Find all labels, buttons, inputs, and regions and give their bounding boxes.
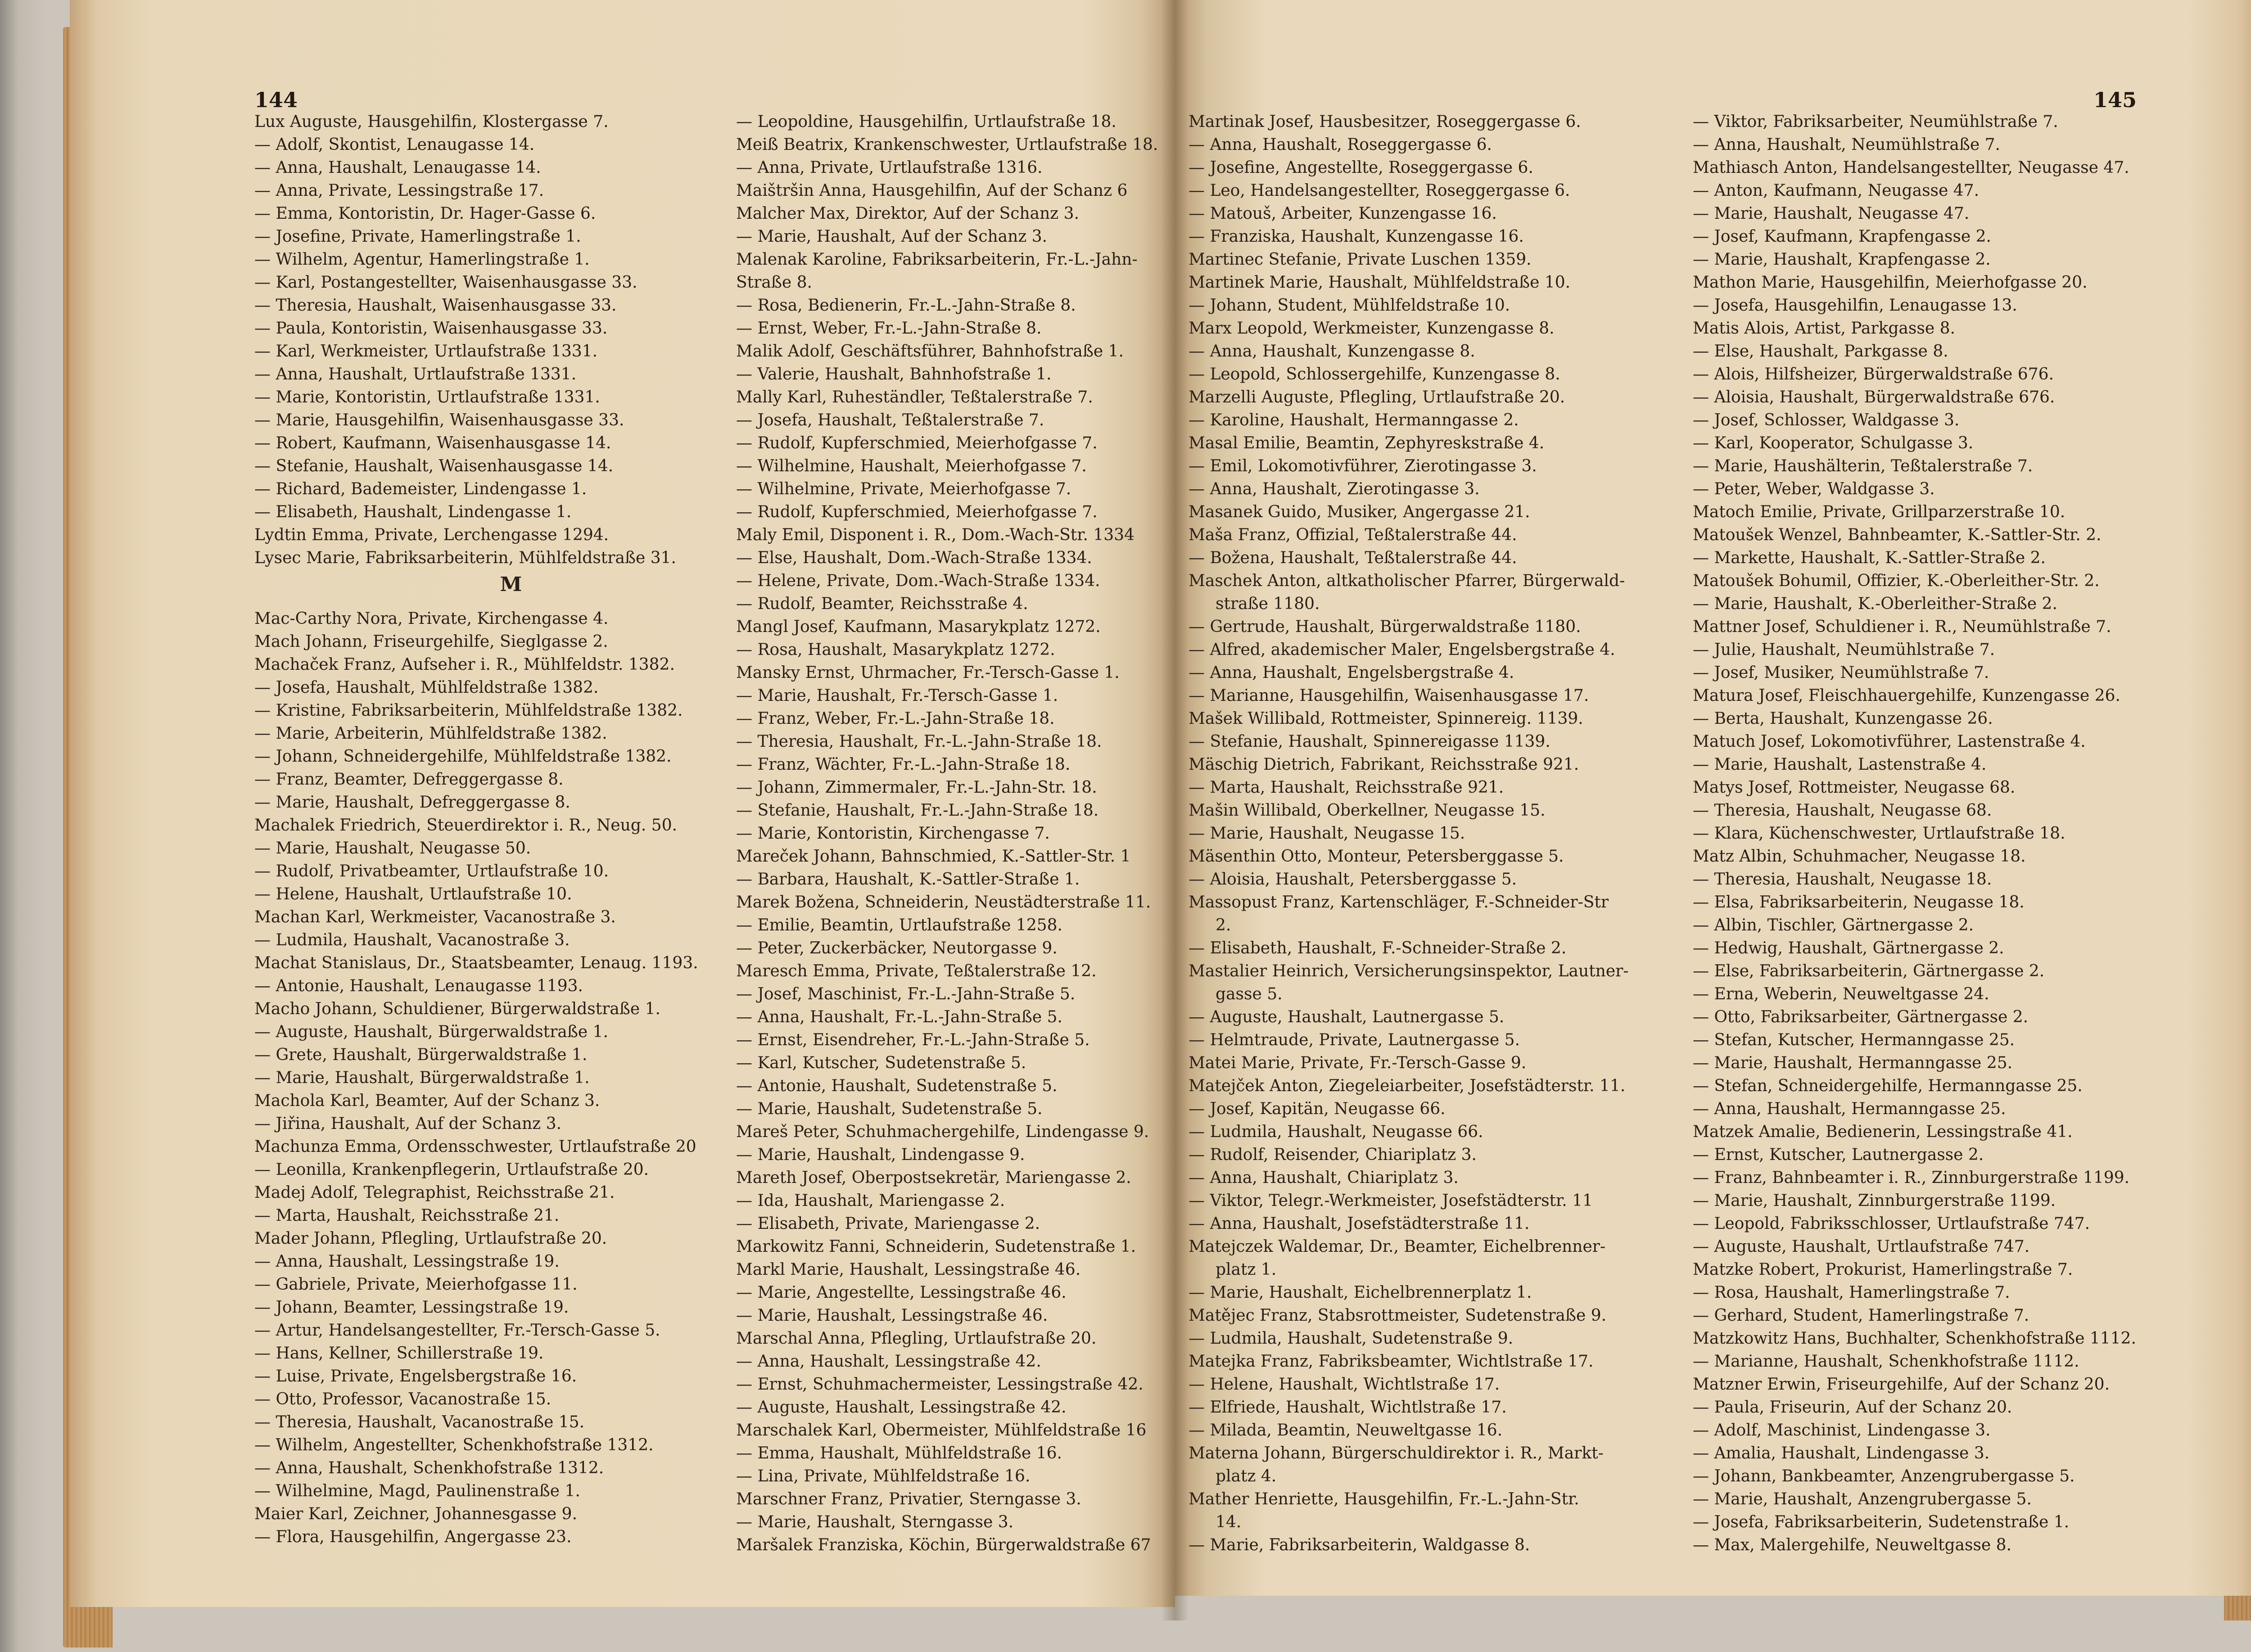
directory-entry: — Hedwig, Haushalt, Gärtnergasse 2. <box>1693 939 2004 957</box>
directory-entry: — Adolf, Maschinist, Lindengasse 3. <box>1693 1421 1991 1440</box>
directory-entry: 14. <box>1216 1513 1242 1531</box>
directory-entry: Machola Karl, Beamter, Auf der Schanz 3. <box>254 1092 600 1110</box>
directory-entry: — Aloisia, Haushalt, Bürgerwaldstraße 676. <box>1693 388 2055 406</box>
directory-entry: Maier Karl, Zeichner, Johannesgasse 9. <box>254 1505 578 1523</box>
directory-entry: — Rudolf, Privatbeamter, Urtlaufstraße 10. <box>254 862 609 880</box>
directory-entry: — Anna, Haushalt, Kunzengasse 8. <box>1189 342 1475 361</box>
directory-entry: Matz Albin, Schuhmacher, Neugasse 18. <box>1693 847 2026 866</box>
directory-entry: — Marie, Haushalt, Auf der Schanz 3. <box>736 227 1048 246</box>
directory-entry: — Hans, Kellner, Schillerstraße 19. <box>254 1344 544 1363</box>
directory-entry: Mather Henriette, Hausgehilfin, Fr.-L.-Jahn-Str. <box>1189 1490 1579 1508</box>
directory-entry: — Josefine, Private, Hamerlingstraße 1. <box>254 227 581 246</box>
directory-entry: — Otto, Fabriksarbeiter, Gärtnergasse 2. <box>1693 1008 2029 1026</box>
directory-entry: — Antonie, Haushalt, Lenaugasse 1193. <box>254 977 583 995</box>
directory-entry: Matura Josef, Fleischhauergehilfe, Kunzengasse 26. <box>1693 686 2120 705</box>
directory-entry: Marschner Franz, Privatier, Sterngasse 3. <box>736 1490 1081 1508</box>
directory-entry: — Marie, Haushalt, Anzengrubergasse 5. <box>1693 1490 2032 1508</box>
directory-entry: platz 1. <box>1216 1260 1277 1279</box>
directory-entry: — Julie, Haushalt, Neumühlstraße 7. <box>1693 641 1995 659</box>
directory-entry: — Karl, Kutscher, Sudetenstraße 5. <box>736 1054 1026 1072</box>
directory-entry: — Leo, Handelsangestellter, Roseggergasse 6. <box>1189 181 1570 200</box>
directory-entry: — Karl, Postangestellter, Waisenhausgasse 33. <box>254 273 637 292</box>
directory-entry: Matzek Amalie, Bedienerin, Lessingstraße 41. <box>1693 1123 2073 1141</box>
directory-entry: — Peter, Weber, Waldgasse 3. <box>1693 480 1935 498</box>
directory-entry: — Rudolf, Beamter, Reichsstraße 4. <box>736 595 1028 613</box>
directory-entry: — Wilhelmine, Magd, Paulinenstraße 1. <box>254 1482 580 1500</box>
directory-entry: Straße 8. <box>736 273 812 292</box>
directory-entry: Maištršin Anna, Hausgehilfin, Auf der Schanz 6 <box>736 181 1128 200</box>
directory-entry: — Paula, Friseurin, Auf der Schanz 20. <box>1693 1398 2012 1417</box>
directory-entry: Machunza Emma, Ordensschwester, Urtlaufstraße 20 <box>254 1137 696 1156</box>
directory-entry: Malenak Karoline, Fabriksarbeiterin, Fr.-L.-Jahn- <box>736 250 1138 269</box>
directory-entry: — Marie, Kontoristin, Kirchengasse 7. <box>736 824 1050 843</box>
directory-entry: Matoch Emilie, Private, Grillparzerstraße 10. <box>1693 503 2066 521</box>
directory-entry: — Helene, Haushalt, Wichtlstraße 17. <box>1189 1375 1500 1394</box>
directory-entry: — Theresia, Haushalt, Waisenhausgasse 33. <box>254 296 617 315</box>
directory-column-4 <box>1693 110 2233 1557</box>
directory-entry: Marschalek Karl, Obermeister, Mühlfeldstraße 16 <box>736 1421 1147 1440</box>
directory-entry: Mally Karl, Ruheständler, Teßtalerstraße 7. <box>736 388 1093 406</box>
directory-entry: Meiß Beatrix, Krankenschwester, Urtlaufstraße 18. <box>736 135 1158 154</box>
directory-entry: — Klara, Küchenschwester, Urtlaufstraße 18. <box>1693 824 2066 843</box>
directory-entry: — Marie, Arbeiterin, Mühlfeldstraße 1382. <box>254 724 607 743</box>
directory-entry: — Rudolf, Reisender, Chiariplatz 3. <box>1189 1146 1477 1164</box>
directory-entry: — Rosa, Haushalt, Masarykplatz 1272. <box>736 641 1055 659</box>
directory-entry: — Ida, Haushalt, Mariengasse 2. <box>736 1192 1005 1210</box>
directory-entry: — Anna, Haushalt, Roseggergasse 6. <box>1189 135 1492 154</box>
directory-column-1 <box>254 110 768 1548</box>
directory-entry: Masanek Guido, Musiker, Angergasse 21. <box>1189 503 1530 521</box>
directory-entry: Malcher Max, Direktor, Auf der Schanz 3. <box>736 204 1080 223</box>
directory-entry: gasse 5. <box>1216 985 1283 1003</box>
directory-entry: — Anna, Haushalt, Engelsbergstraße 4. <box>1189 664 1514 682</box>
directory-entry: — Josefa, Fabriksarbeiterin, Sudetenstraße 1. <box>1693 1513 2070 1531</box>
directory-entry: Matějec Franz, Stabsrottmeister, Sudetenstraße 9. <box>1189 1306 1607 1325</box>
directory-entry: Matzkowitz Hans, Buchhalter, Schenkhofstraße 1112. <box>1693 1329 2136 1348</box>
directory-entry: — Johann, Schneidergehilfe, Mühlfeldstraße 1382. <box>254 747 672 766</box>
directory-entry: — Karoline, Haushalt, Hermanngasse 2. <box>1189 411 1519 429</box>
directory-entry: — Alois, Hilfsheizer, Bürgerwaldstraße 676. <box>1693 365 2054 384</box>
directory-entry: Mader Johann, Pflegling, Urtlaufstraße 20. <box>254 1229 607 1248</box>
directory-entry: — Josefa, Hausgehilfin, Lenaugasse 13. <box>1693 296 2017 315</box>
directory-entry: Malik Adolf, Geschäftsführer, Bahnhofstraße 1. <box>736 342 1124 361</box>
directory-entry: — Josefine, Angestellte, Roseggergasse 6. <box>1189 158 1533 177</box>
directory-entry: Machan Karl, Werkmeister, Vacanostraße 3. <box>254 908 616 926</box>
directory-entry: — Marie, Haushalt, Zinnburgerstraße 1199. <box>1693 1192 2056 1210</box>
directory-entry: Marschal Anna, Pflegling, Urtlaufstraße 20. <box>736 1329 1097 1348</box>
directory-entry: Mareš Peter, Schuhmachergehilfe, Lindengasse 9. <box>736 1123 1149 1141</box>
directory-entry: — Anna, Haushalt, Lessingstraße 19. <box>254 1252 560 1271</box>
directory-entry: — Emma, Kontoristin, Dr. Hager-Gasse 6. <box>254 204 596 223</box>
directory-entry: — Elisabeth, Haushalt, F.-Schneider-Straße 2. <box>1189 939 1567 957</box>
directory-entry: — Elsa, Fabriksarbeiterin, Neugasse 18. <box>1693 893 2025 912</box>
directory-entry: — Rudolf, Kupferschmied, Meierhofgasse 7. <box>736 434 1098 452</box>
directory-entry: — Flora, Hausgehilfin, Angergasse 23. <box>254 1528 572 1546</box>
directory-entry: — Ludmila, Haushalt, Sudetenstraße 9. <box>1189 1329 1514 1348</box>
directory-entry: — Marie, Haushalt, Lessingstraße 46. <box>736 1306 1048 1325</box>
directory-entry: Mareček Johann, Bahnschmied, K.-Sattler-Str. 1 <box>736 847 1131 866</box>
directory-entry: Mareth Josef, Oberpostsekretär, Mariengasse 2. <box>736 1169 1131 1187</box>
directory-entry: Madej Adolf, Telegraphist, Reichsstraße 21. <box>254 1183 615 1202</box>
directory-entry: — Karl, Kooperator, Schulgasse 3. <box>1693 434 1974 452</box>
directory-entry: — Elfriede, Haushalt, Wichtlstraße 17. <box>1189 1398 1507 1417</box>
book-gutter <box>1162 0 1189 1620</box>
directory-entry: Maršalek Franziska, Köchin, Bürgerwaldstraße 67 <box>736 1536 1151 1554</box>
directory-entry: — Marie, Haushalt, Neugasse 50. <box>254 839 531 858</box>
directory-entry: — Anna, Haushalt, Neumühlstraße 7. <box>1693 135 2000 154</box>
directory-entry: Machat Stanislaus, Dr., Staatsbeamter, Lenaug. 1193. <box>254 954 698 972</box>
directory-entry: — Leopold, Schlossergehilfe, Kunzengasse 8. <box>1189 365 1560 384</box>
directory-entry: — Anna, Haushalt, Hermanngasse 25. <box>1693 1100 2006 1118</box>
directory-entry: Matzner Erwin, Friseurgehilfe, Auf der Schanz 20. <box>1693 1375 2110 1394</box>
directory-entry: Mäsenthin Otto, Monteur, Petersberggasse 5. <box>1189 847 1564 866</box>
directory-entry: Matoušek Wenzel, Bahnbeamter, K.-Sattler-Str. 2. <box>1693 526 2102 544</box>
directory-entry: — Božena, Haushalt, Teßtalerstraße 44. <box>1189 549 1517 567</box>
directory-entry: Materna Johann, Bürgerschuldirektor i. R., Markt- <box>1189 1444 1604 1462</box>
directory-entry: Matuch Josef, Lokomotivführer, Lastenstraße 4. <box>1693 732 2086 751</box>
directory-entry: — Johann, Student, Mühlfeldstraße 10. <box>1189 296 1510 315</box>
directory-entry: Mac-Carthy Nora, Private, Kirchengasse 4. <box>254 609 609 628</box>
directory-entry: — Theresia, Haushalt, Vacanostraße 15. <box>254 1413 585 1431</box>
directory-entry: — Marie, Haushalt, Neugasse 15. <box>1189 824 1465 843</box>
directory-entry: Matys Josef, Rottmeister, Neugasse 68. <box>1693 778 2016 797</box>
directory-entry: — Marie, Angestellte, Lessingstraße 46. <box>736 1283 1067 1302</box>
directory-entry: — Theresia, Haushalt, Neugasse 68. <box>1693 801 1992 820</box>
directory-entry: — Anna, Private, Lessingstraße 17. <box>254 181 544 200</box>
directory-entry: — Anna, Haushalt, Urtlaufstraße 1331. <box>254 365 577 384</box>
directory-entry: Lux Auguste, Hausgehilfin, Klostergasse 7. <box>254 113 609 131</box>
directory-entry: — Josef, Kapitän, Neugasse 66. <box>1189 1100 1446 1118</box>
directory-entry: — Emma, Haushalt, Mühlfeldstraße 16. <box>736 1444 1062 1462</box>
directory-entry: — Helene, Private, Dom.-Wach-Straße 1334. <box>736 572 1100 590</box>
directory-entry: — Auguste, Haushalt, Bürgerwaldstraße 1. <box>254 1023 609 1041</box>
directory-entry: — Adolf, Skontist, Lenaugasse 14. <box>254 135 535 154</box>
directory-entry: — Marta, Haushalt, Reichsstraße 21. <box>254 1206 560 1225</box>
directory-entry: — Stefanie, Haushalt, Spinnereigasse 1139. <box>1189 732 1550 751</box>
directory-entry: — Marie, Haushalt, Defreggergasse 8. <box>254 793 570 812</box>
directory-entry: — Johann, Beamter, Lessingstraße 19. <box>254 1298 569 1317</box>
directory-entry: Maly Emil, Disponent i. R., Dom.-Wach-Str. 1334 <box>736 526 1135 544</box>
directory-entry: — Auguste, Haushalt, Urtlaufstraße 747. <box>1693 1237 2030 1256</box>
directory-entry: — Marie, Haushalt, Sterngasse 3. <box>736 1513 1014 1531</box>
page-number-left: 144 <box>254 88 298 112</box>
directory-entry: — Franz, Wächter, Fr.-L.-Jahn-Straße 18. <box>736 755 1071 774</box>
directory-entry: — Ludmila, Haushalt, Neugasse 66. <box>1189 1123 1483 1141</box>
directory-entry: Markl Marie, Haushalt, Lessingstraße 46. <box>736 1260 1081 1279</box>
directory-entry: — Peter, Zuckerbäcker, Neutorgasse 9. <box>736 939 1058 957</box>
directory-entry: straße 1180. <box>1216 595 1320 613</box>
directory-entry: — Marie, Haushalt, Lastenstraße 4. <box>1693 755 1987 774</box>
directory-entry: — Theresia, Haushalt, Fr.-L.-Jahn-Straße 18. <box>736 732 1102 751</box>
directory-entry: — Helene, Haushalt, Urtlaufstraße 10. <box>254 885 572 903</box>
directory-entry: Maschek Anton, altkatholischer Pfarrer, Bürgerwald- <box>1189 572 1625 590</box>
directory-entry: Mach Johann, Friseurgehilfe, Sieglgasse 2. <box>254 632 608 651</box>
directory-entry: Mathon Marie, Hausgehilfin, Meierhofgasse 20. <box>1693 273 2088 292</box>
directory-entry: Mansky Ernst, Uhrmacher, Fr.-Tersch-Gasse 1. <box>736 664 1120 682</box>
directory-entry: — Marie, Haushalt, Bürgerwaldstraße 1. <box>254 1069 590 1087</box>
directory-entry: — Karl, Werkmeister, Urtlaufstraße 1331. <box>254 342 598 361</box>
directory-entry: — Else, Haushalt, Dom.-Wach-Straße 1334. <box>736 549 1092 567</box>
page-number-right: 145 <box>2093 88 2137 112</box>
directory-entry: — Else, Fabriksarbeiterin, Gärtnergasse 2. <box>1693 962 2045 980</box>
directory-entry: — Barbara, Haushalt, K.-Sattler-Straße 1. <box>736 870 1080 889</box>
directory-entry: — Lina, Private, Mühlfeldstraße 16. <box>736 1467 1031 1485</box>
directory-entry: — Amalia, Haushalt, Lindengasse 3. <box>1693 1444 1990 1462</box>
directory-entry: — Marie, Haushalt, Hermanngasse 25. <box>1693 1054 2013 1072</box>
directory-entry: Marzelli Auguste, Pflegling, Urtlaufstraße 20. <box>1189 388 1565 406</box>
directory-entry: — Viktor, Fabriksarbeiter, Neumühlstraße 7. <box>1693 113 2058 131</box>
directory-entry: Martinak Josef, Hausbesitzer, Roseggergasse 6. <box>1189 113 1581 131</box>
directory-entry: — Aloisia, Haushalt, Petersberggasse 5. <box>1189 870 1517 889</box>
directory-entry: — Helmtraude, Private, Lautnergasse 5. <box>1189 1031 1520 1049</box>
directory-entry: Machaček Franz, Aufseher i. R., Mühlfeldstr. 1382. <box>254 655 675 674</box>
directory-entry: — Valerie, Haushalt, Bahnhofstraße 1. <box>736 365 1052 384</box>
directory-column-3 <box>1189 110 1688 1557</box>
directory-entry: — Albin, Tischler, Gärtnergasse 2. <box>1693 916 1974 934</box>
directory-entry: — Matouš, Arbeiter, Kunzengasse 16. <box>1189 204 1497 223</box>
directory-entry: — Berta, Haushalt, Kunzengasse 26. <box>1693 709 1993 728</box>
directory-entry: Marx Leopold, Werkmeister, Kunzengasse 8. <box>1189 319 1555 338</box>
directory-entry: — Franz, Bahnbeamter i. R., Zinnburgerstraße 1199. <box>1693 1169 2129 1187</box>
directory-entry: — Leopold, Fabriksschlosser, Urtlaufstraße 747. <box>1693 1214 2090 1233</box>
directory-entry: — Markette, Haushalt, K.-Sattler-Straße 2. <box>1693 549 2046 567</box>
directory-entry: Matei Marie, Private, Fr.-Tersch-Gasse 9. <box>1189 1054 1527 1072</box>
directory-entry: — Leonilla, Krankenpflegerin, Urtlaufstraße 20. <box>254 1160 649 1179</box>
directory-entry: — Gabriele, Private, Meierhofgasse 11. <box>254 1275 578 1294</box>
directory-entry: — Josef, Schlosser, Waldgasse 3. <box>1693 411 1960 429</box>
directory-entry: — Anna, Haushalt, Fr.-L.-Jahn-Straße 5. <box>736 1008 1062 1026</box>
directory-entry: — Ernst, Eisendreher, Fr.-L.-Jahn-Straße 5. <box>736 1031 1090 1049</box>
directory-entry: — Rosa, Haushalt, Hamerlingstraße 7. <box>1693 1283 2010 1302</box>
directory-entry: — Josefa, Haushalt, Mühlfeldstraße 1382. <box>254 678 599 697</box>
directory-entry: — Auguste, Haushalt, Lessingstraße 42. <box>736 1398 1067 1417</box>
directory-entry: — Ernst, Weber, Fr.-L.-Jahn-Straße 8. <box>736 319 1042 338</box>
directory-entry: — Marie, Haushalt, Krapfengasse 2. <box>1693 250 1991 269</box>
directory-entry: — Marie, Hausgehilfin, Waisenhausgasse 33. <box>254 411 624 429</box>
directory-entry: — Johann, Bankbeamter, Anzengrubergasse 5. <box>1693 1467 2075 1485</box>
directory-entry: — Stefan, Kutscher, Hermanngasse 25. <box>1693 1031 2015 1049</box>
directory-entry: Matoušek Bohumil, Offizier, K.-Oberleither-Str. 2. <box>1693 572 2100 590</box>
directory-entry: — Anna, Haushalt, Zierotingasse 3. <box>1189 480 1480 498</box>
directory-entry: Massopust Franz, Kartenschläger, F.-Schneider-Str <box>1189 893 1609 912</box>
directory-entry: — Marie, Haushalt, Neugasse 47. <box>1693 204 1970 223</box>
directory-entry: — Richard, Bademeister, Lindengasse 1. <box>254 480 587 498</box>
directory-entry: — Marie, Fabriksarbeiterin, Waldgasse 8. <box>1189 1536 1530 1554</box>
directory-entry: Matejczek Waldemar, Dr., Beamter, Eichelbrenner- <box>1189 1237 1606 1256</box>
directory-entry: Lysec Marie, Fabriksarbeiterin, Mühlfeldstraße 31. <box>254 549 676 567</box>
directory-entry: — Antonie, Haushalt, Sudetenstraße 5. <box>736 1077 1058 1095</box>
directory-entry: — Wilhelm, Agentur, Hamerlingstraße 1. <box>254 250 590 269</box>
directory-entry: — Anna, Haushalt, Lenaugasse 14. <box>254 158 541 177</box>
directory-entry: 2. <box>1216 916 1231 934</box>
directory-entry: — Marie, Haushalt, Lindengasse 9. <box>736 1146 1025 1164</box>
directory-entry: — Ernst, Kutscher, Lautnergasse 2. <box>1693 1146 1984 1164</box>
directory-entry: — Milada, Beamtin, Neuweltgasse 16. <box>1189 1421 1503 1440</box>
directory-entry: — Anton, Kaufmann, Neugasse 47. <box>1693 181 1980 200</box>
directory-entry: — Wilhelm, Angestellter, Schenkhofstraße 1312. <box>254 1436 654 1454</box>
directory-entry: — Elisabeth, Private, Mariengasse 2. <box>736 1214 1040 1233</box>
directory-entry: — Wilhelmine, Haushalt, Meierhofgasse 7. <box>736 457 1087 475</box>
directory-entry: — Anna, Haushalt, Lessingstraße 42. <box>736 1352 1041 1371</box>
directory-entry: Maša Franz, Offizial, Teßtalerstraße 44. <box>1189 526 1517 544</box>
directory-entry: — Franz, Beamter, Defreggergasse 8. <box>254 770 564 789</box>
directory-entry: — Erna, Weberin, Neuweltgasse 24. <box>1693 985 1989 1003</box>
directory-entry: Matzke Robert, Prokurist, Hamerlingstraße 7. <box>1693 1260 2073 1279</box>
directory-entry: Mangl Josef, Kaufmann, Masarykplatz 1272. <box>736 618 1101 636</box>
directory-entry: Mastalier Heinrich, Versicherungsinspektor, Lautner- <box>1189 962 1629 980</box>
directory-entry: Mattner Josef, Schuldiener i. R., Neumühlstraße 7. <box>1693 618 2111 636</box>
directory-entry: Martinec Stefanie, Private Luschen 1359. <box>1189 250 1532 269</box>
directory-entry: — Auguste, Haushalt, Lautnergasse 5. <box>1189 1008 1505 1026</box>
directory-entry: platz 4. <box>1216 1467 1277 1485</box>
directory-entry: Masal Emilie, Beamtin, Zephyreskstraße 4. <box>1189 434 1545 452</box>
directory-entry: — Rosa, Bedienerin, Fr.-L.-Jahn-Straße 8. <box>736 296 1076 315</box>
directory-entry: — Anna, Haushalt, Josefstädterstraße 11. <box>1189 1214 1530 1233</box>
directory-entry: — Leopoldine, Hausgehilfin, Urtlaufstraße 18. <box>736 113 1116 131</box>
directory-entry: — Ludmila, Haushalt, Vacanostraße 3. <box>254 931 570 949</box>
directory-entry: — Johann, Zimmermaler, Fr.-L.-Jahn-Str. 18. <box>736 778 1097 797</box>
directory-entry: Martinek Marie, Haushalt, Mühlfeldstraße 10. <box>1189 273 1571 292</box>
directory-entry: — Marie, Kontoristin, Urtlaufstraße 1331. <box>254 388 600 406</box>
directory-entry: — Otto, Professor, Vacanostraße 15. <box>254 1390 551 1408</box>
section-letter-heading: M <box>500 573 522 596</box>
directory-entry: — Anna, Haushalt, Chiariplatz 3. <box>1189 1169 1459 1187</box>
directory-entry: — Rudolf, Kupferschmied, Meierhofgasse 7. <box>736 503 1098 521</box>
directory-entry: — Else, Haushalt, Parkgasse 8. <box>1693 342 1948 361</box>
directory-entry: Macho Johann, Schuldiener, Bürgerwaldstraße 1. <box>254 1000 661 1018</box>
directory-entry: — Gertrude, Haushalt, Bürgerwaldstraße 1180. <box>1189 618 1581 636</box>
directory-column-2 <box>736 110 1175 1557</box>
directory-entry: Matejček Anton, Ziegeleiarbeiter, Josefstädterstr. 11. <box>1189 1077 1626 1095</box>
directory-entry: — Josef, Kaufmann, Krapfengasse 2. <box>1693 227 1991 246</box>
left-page <box>70 0 1175 1607</box>
directory-entry: — Luise, Private, Engelsbergstraße 16. <box>254 1367 577 1386</box>
directory-entry: — Franziska, Haushalt, Kunzengasse 16. <box>1189 227 1524 246</box>
directory-entry: — Marianne, Hausgehilfin, Waisenhausgasse 17. <box>1189 686 1589 705</box>
directory-entry: — Theresia, Haushalt, Neugasse 18. <box>1693 870 1992 889</box>
directory-entry: — Grete, Haushalt, Bürgerwaldstraße 1. <box>254 1046 588 1064</box>
directory-entry: — Marie, Haushalt, K.-Oberleither-Straße 2. <box>1693 595 2057 613</box>
directory-entry: — Robert, Kaufmann, Waisenhausgasse 14. <box>254 434 611 452</box>
directory-entry: Markowitz Fanni, Schneiderin, Sudetenstraße 1. <box>736 1237 1136 1256</box>
directory-entry: — Stefanie, Haushalt, Fr.-L.-Jahn-Straße 18. <box>736 801 1099 820</box>
directory-entry: — Marie, Haushälterin, Teßtalerstraße 7. <box>1693 457 2033 475</box>
directory-entry: — Anna, Private, Urtlaufstraße 1316. <box>736 158 1043 177</box>
directory-entry: Machalek Friedrich, Steuerdirektor i. R., Neug. 50. <box>254 816 678 835</box>
directory-entry: — Stefanie, Haushalt, Waisenhausgasse 14. <box>254 457 614 475</box>
directory-entry: — Ernst, Schuhmachermeister, Lessingstraße 42. <box>736 1375 1144 1394</box>
directory-entry: — Marie, Haushalt, Fr.-Tersch-Gasse 1. <box>736 686 1058 705</box>
directory-entry: — Franz, Weber, Fr.-L.-Jahn-Straße 18. <box>736 709 1055 728</box>
directory-entry: — Max, Malergehilfe, Neuweltgasse 8. <box>1693 1536 2012 1554</box>
directory-entry: Matejka Franz, Fabriksbeamter, Wichtlstraße 17. <box>1189 1352 1594 1371</box>
directory-entry: — Marta, Haushalt, Reichsstraße 921. <box>1189 778 1504 797</box>
directory-entry: Maresch Emma, Private, Teßtalerstraße 12. <box>736 962 1097 980</box>
directory-entry: — Jiřina, Haushalt, Auf der Schanz 3. <box>254 1115 562 1133</box>
directory-entry: Marek Božena, Schneiderin, Neustädterstraße 11. <box>736 893 1151 912</box>
directory-entry: — Wilhelmine, Private, Meierhofgasse 7. <box>736 480 1071 498</box>
directory-entry: — Josef, Musiker, Neumühlstraße 7. <box>1693 664 1989 682</box>
directory-entry: — Paula, Kontoristin, Waisenhausgasse 33. <box>254 319 608 338</box>
directory-entry: — Josef, Maschinist, Fr.-L.-Jahn-Straße 5. <box>736 985 1076 1003</box>
directory-entry: — Viktor, Telegr.-Werkmeister, Josefstädterstr. 11 <box>1189 1192 1593 1210</box>
directory-entry: — Anna, Haushalt, Schenkhofstraße 1312. <box>254 1459 604 1477</box>
directory-entry: — Elisabeth, Haushalt, Lindengasse 1. <box>254 503 572 521</box>
directory-entry: — Gerhard, Student, Hamerlingstraße 7. <box>1693 1306 2030 1325</box>
directory-entry: — Kristine, Fabriksarbeiterin, Mühlfeldstraße 1382. <box>254 701 683 720</box>
directory-entry: — Artur, Handelsangestellter, Fr.-Tersch-Gasse 5. <box>254 1321 660 1340</box>
directory-entry: — Marianne, Haushalt, Schenkhofstraße 1112. <box>1693 1352 2079 1371</box>
directory-entry: Lydtin Emma, Private, Lerchengasse 1294. <box>254 526 609 544</box>
directory-entry: Mašin Willibald, Oberkellner, Neugasse 15. <box>1189 801 1546 820</box>
directory-entry: — Marie, Haushalt, Eichelbrennerplatz 1. <box>1189 1283 1532 1302</box>
directory-entry: Mäschig Dietrich, Fabrikant, Reichsstraße 921. <box>1189 755 1579 774</box>
right-page <box>1175 0 2251 1596</box>
directory-entry: — Alfred, akademischer Maler, Engelsbergstraße 4. <box>1189 641 1615 659</box>
directory-entry: Mašek Willibald, Rottmeister, Spinnereig. 1139. <box>1189 709 1583 728</box>
directory-entry: Matis Alois, Artist, Parkgasse 8. <box>1693 319 1955 338</box>
directory-entry: — Emil, Lokomotivführer, Zierotingasse 3. <box>1189 457 1537 475</box>
directory-entry: — Emilie, Beamtin, Urtlaufstraße 1258. <box>736 916 1062 934</box>
directory-entry: — Marie, Haushalt, Sudetenstraße 5. <box>736 1100 1043 1118</box>
directory-entry: Mathiasch Anton, Handelsangestellter, Neugasse 47. <box>1693 158 2129 177</box>
directory-entry: — Josefa, Haushalt, Teßtalerstraße 7. <box>736 411 1044 429</box>
directory-entry: — Stefan, Schneidergehilfe, Hermanngasse 25. <box>1693 1077 2083 1095</box>
